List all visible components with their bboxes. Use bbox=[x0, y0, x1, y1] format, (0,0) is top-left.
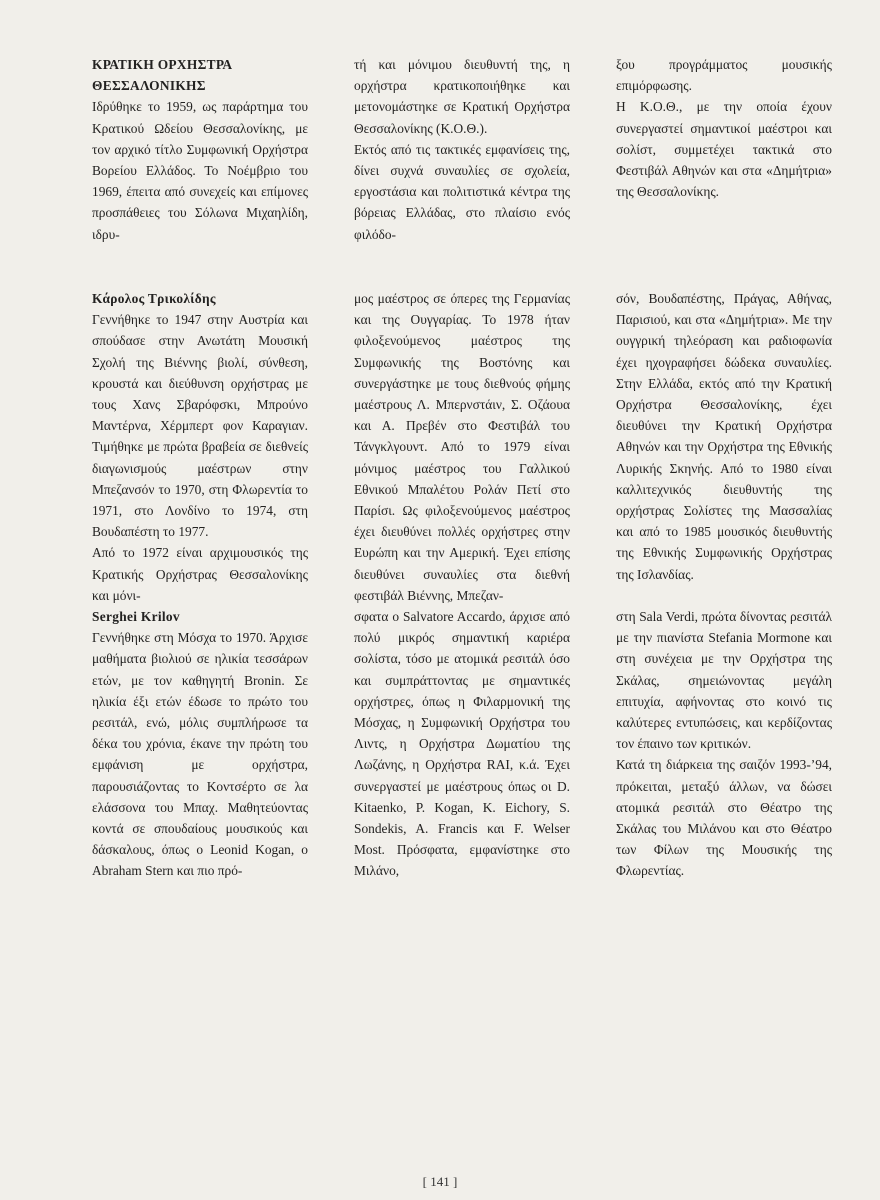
column-2 bbox=[354, 54, 570, 245]
column-1 bbox=[92, 54, 308, 245]
section-trikolidis bbox=[92, 288, 832, 606]
paragraph: Ιδρύθηκε το 1959, ως παράρτημα του Κρατικού Ωδείου Θεσσαλονίκης, με τον αρχικό τίτλο Συμφωνική Ορχήστρα Βορείου Ελλάδος. Το Νοέμβριο του 1969, έπειτα από συνεχείς και επίμονες προσπάθειες του Σόλωνα Μιχαηλίδη, ιδρυ- bbox=[92, 99, 308, 242]
paragraph: Η Κ.Ο.Θ., με την οποία έχουν συνεργαστεί σημαντικοί μαέστροι και σολίστ, συμμετέχει τακτικά στο Φεστιβάλ Αθηνών και στα «Δημήτρια» της Θεσσαλονίκης. bbox=[616, 99, 832, 200]
paragraph: Εκτός από τις τακτικές εμφανίσεις της, δίνει συχνά συναυλίες σε σχολεία, εργοστάσια και πολιτιστικά κέντρα της βόρειας Ελλάδας, στο πλαίσιο ενός φιλόδο- bbox=[354, 141, 570, 242]
paragraph: σόν, Βουδαπέστης, Πράγας, Αθήνας, Παρισιού, και στα «Δημήτρια». Με την ουγγρική τηλεόραση και ραδιοφωνία έχει ηχογραφήσει δώδεκα συναυλίες. Στην Ελλάδα, εκτός από την Κρατική Ορχήστρα Θεσσαλονίκης, έχει διευθύνει την Κρατική Ορχήστρα Αθηνών και την Ορχήστρα της Εθνικής Λυρικής Σκηνής. Από το 1980 είναι καλλιτεχνικός διευθυντής της ορχήστρας Σολίστες της Μασσαλίας και από το 1985 μουσικός διευθυντής της Εθνικής Συμφωνικής Ορχήστρας της Ισλανδίας. bbox=[616, 291, 832, 582]
section-orchestra bbox=[92, 54, 832, 245]
column-2 bbox=[354, 288, 570, 606]
paragraph: σφατα ο Salvatore Accardo, άρχισε από πολύ μικρός σημαντική καριέρα σολίστα, τόσο με ατομικά ρεσιτάλ όσο και συμπράττοντας με σημαντικές ορχήστρες, όπως η Φιλαρμονική της Μόσχας, η Συμφωνική Ορχήστρα του Λιντς, η Ορχήστρα Δωματίου της Λωζάνης, η Ορχήστρα RAI, κ.ά. Έχει συνεργαστεί με μαέστρους όπως οι D. Kitaenko, P. Kogan, K. Eichory, S. Sondekis, A. Francis και F. Welser Most. Πρόσφατα, εμφανίστηκε στο Μιλάνο, bbox=[354, 609, 570, 879]
section-krilov bbox=[92, 606, 832, 882]
column-2 bbox=[354, 606, 570, 882]
section-heading: ΚΡΑΤΙΚΗ ΟΡΧΗΣΤΡΑ ΘΕΣΣΑΛΟΝΙΚΗΣ bbox=[92, 57, 232, 94]
paragraph: μος μαέστρος σε όπερες της Γερμανίας και της Ουγγαρίας. Το 1978 ήταν φιλοξενούμενος μαέστρος της Συμφωνικής της Βοστόνης και συνεργάστηκε με τους διεθνούς φήμης μαέστρους Λ. Μπερνστάιν, Σ. Οζάουα και Α. Πρεβέν στο Φεστιβάλ του Τάνγκλγουντ. Από το 1979 είναι μόνιμος μαέστρος του Γαλλικού Εθνικού Μπαλέτου Ρολάν Πετί στο Παρίσι. Ως φιλοξενούμενος μαέστρος έχει διευθύνει πολλές ορχήστρες στην Ευρώπη και την Αμερική. Έχει επίσης διευθύνει συναυλίες στα διεθνή φεστιβάλ Βιέννης, Μπεζαν- bbox=[354, 291, 570, 603]
paragraph: Γεννήθηκε στη Μόσχα το 1970. Άρχισε μαθήματα βιολιού σε ηλικία τεσσάρων ετών, με τον καθηγητή Bronin. Σε ηλικία έξι ετών έδωσε το πρώτο του ρεσιτάλ, ενώ, μόλις συμπλήρωσε τα δέκα του χρόνια, έκανε την πρώτη του εμφάνιση με ορχήστρα, παρουσιάζοντας το Κοντσέρτο σε λα ελάσσονα του Μπαχ. Μαθητεύοντας κοντά σε σπουδαίους μουσικούς και δάσκαλους, όπως ο Leonid Kogan, ο Abraham Stern και πιο πρό- bbox=[92, 630, 308, 879]
section-heading: Serghei Krilov bbox=[92, 609, 180, 624]
paragraph: τή και μόνιμου διευθυντή της, η ορχήστρα κρατικοποιήθηκε και μετονομάστηκε σε Κρατική Ορχήστρα Θεσσαλονίκης (Κ.Ο.Θ.). bbox=[354, 57, 570, 136]
column-3 bbox=[616, 54, 832, 245]
section-heading: Κάρολος Τρικολίδης bbox=[92, 291, 216, 306]
column-1 bbox=[92, 606, 308, 882]
paragraph: ξου προγράμματος μουσικής επιμόρφωσης. bbox=[616, 57, 832, 94]
column-1 bbox=[92, 288, 308, 606]
paragraph: Από το 1972 είναι αρχιμουσικός της Κρατικής Ορχήστρας Θεσσαλονίκης και μόνι- bbox=[92, 545, 308, 603]
column-3 bbox=[616, 288, 832, 606]
paragraph: στη Sala Verdi, πρώτα δίνοντας ρεσιτάλ με την πιανίστα Stefania Mormone και στη συνέχεια με την Ορχήστρα της Σκάλας, σημειώνοντας μεγάλη επιτυχία, αφήνοντας στο κοινό τις καλύτερες εντυπώσεις, και κερδίζοντας τον έπαινο των κριτικών. bbox=[616, 609, 832, 752]
page-number: [ 141 ] bbox=[422, 1174, 458, 1189]
paragraph: Κατά τη διάρκεια της σαιζόν 1993-’94, πρόκειται, μεταξύ άλλων, να δώσει ατομικά ρεσιτάλ στο Θέατρο της Σκάλας του Μιλάνου και στο Θέατρο των Φίλων της Μουσικής της Φλωρεντίας. bbox=[616, 757, 832, 879]
column-3 bbox=[616, 606, 832, 882]
paragraph: Γεννήθηκε το 1947 στην Αυστρία και σπούδασε στην Ανωτάτη Μουσική Σχολή της Βιέννης βιολί, σύνθεση, κρουστά και διεύθυνση ορχήστρας με τους Χανς Σβαρόφσκι, Μπρούνο Μαντέρνα, Χέρμπερτ φον Καραγιαν. Τιμήθηκε με πρώτα βραβεία σε διεθνείς διαγωνισμούς μαέστρων στην Μπεζανσόν το 1970, στη Φλωρεντία το 1971, στο Λονδίνο το 1974, στη Βουδαπέστη το 1977. bbox=[92, 312, 308, 540]
